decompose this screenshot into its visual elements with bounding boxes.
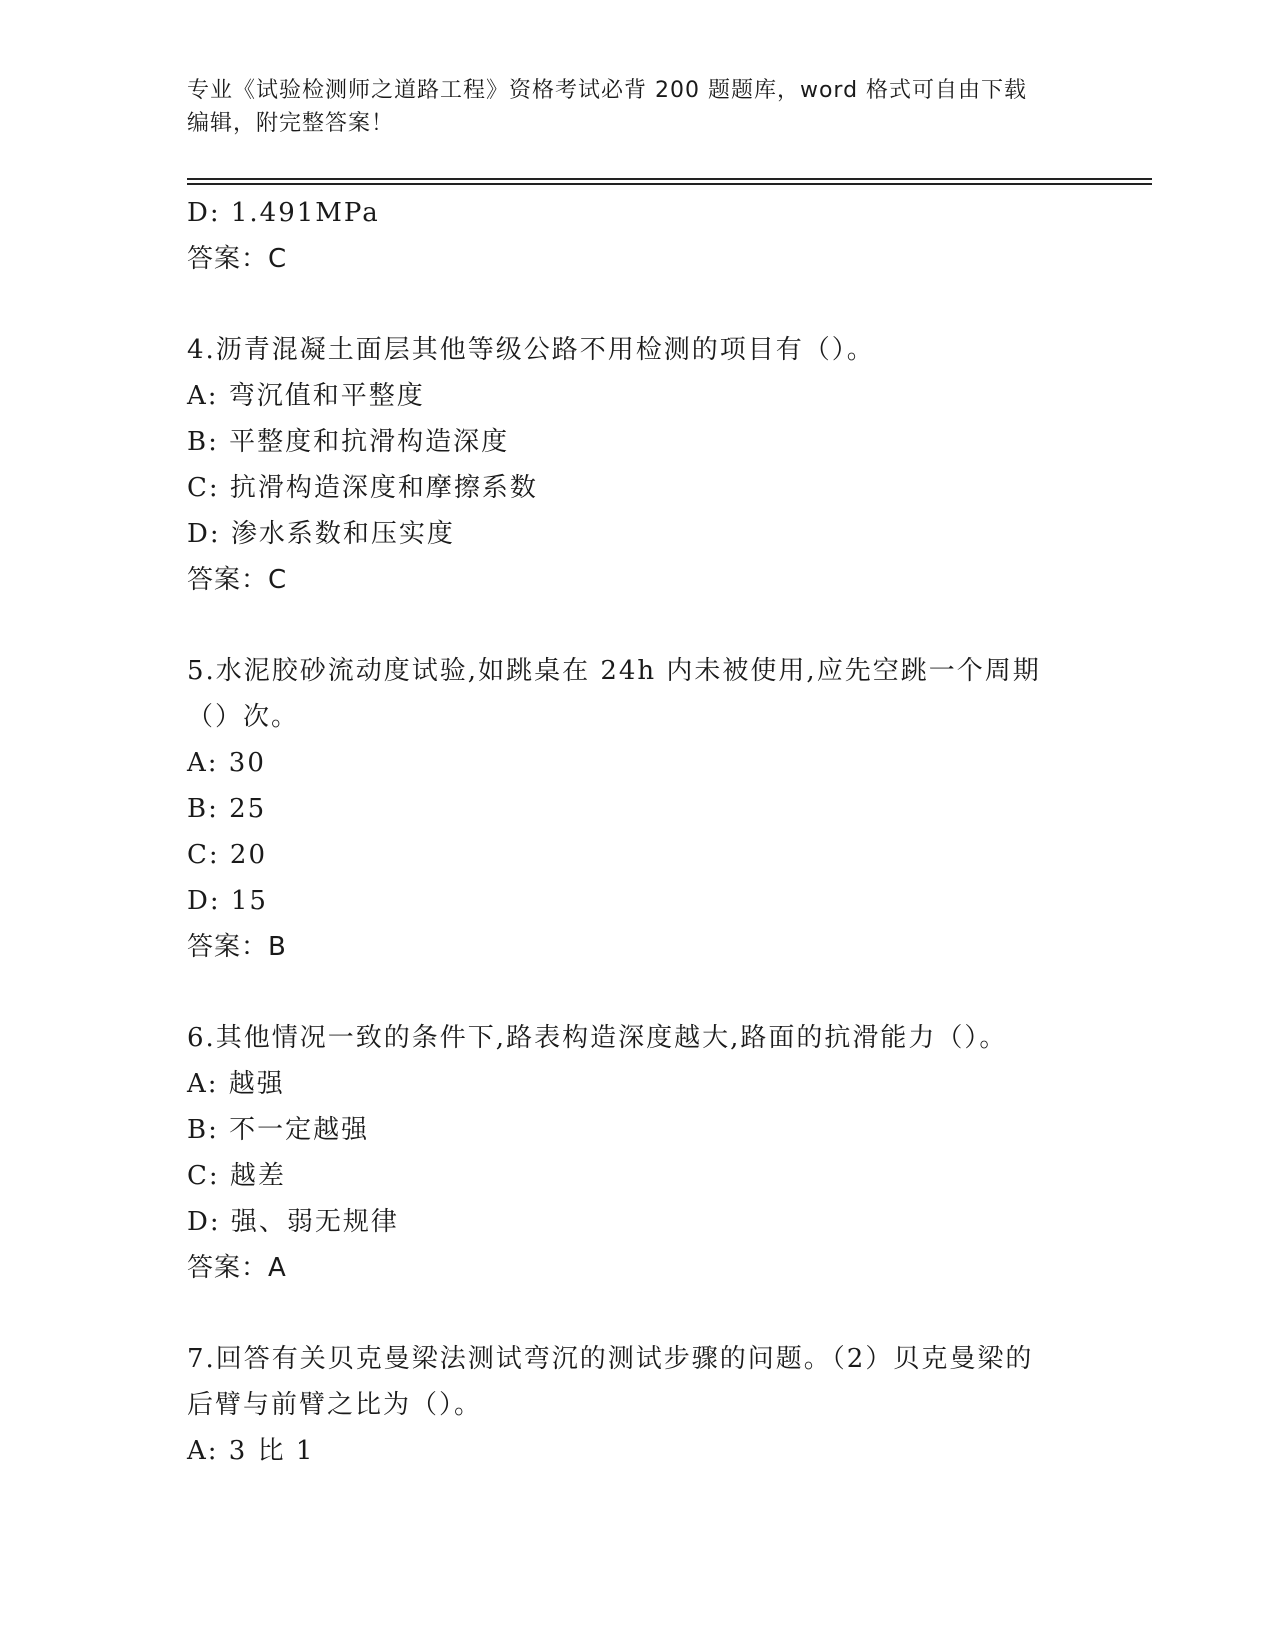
- option-a: A: 30: [187, 748, 266, 778]
- question-stem-line-1: 5.水泥胶砂流动度试验,如跳桌在 24h 内未被使用,应先空跳一个周期: [187, 656, 1041, 686]
- option-a: A: 弯沉值和平整度: [187, 381, 425, 411]
- answer-line: 答案：A: [187, 1253, 287, 1283]
- option-c: C: 越差: [187, 1161, 286, 1191]
- option-a: A: 越强: [187, 1069, 285, 1099]
- document-header: [187, 74, 1067, 140]
- header-line-1: 专业《试验检测师之道路工程》资格考试必背 200 题题库，word 格式可自由下载: [187, 78, 1028, 103]
- header-rule-bottom: [187, 183, 1152, 185]
- answer-line: 答案：C: [187, 565, 288, 595]
- question-list: [187, 190, 1087, 1474]
- answer-line: 答案：C: [187, 244, 288, 274]
- answer-line: 答案：B: [187, 932, 287, 962]
- question-stem-line-1: 7.回答有关贝克曼梁法测试弯沉的测试步骤的问题。（2）贝克曼梁的: [187, 1344, 1034, 1374]
- option-d: D: 1.491MPa: [187, 198, 380, 228]
- header-line-2: 编辑，附完整答案！: [187, 111, 395, 136]
- option-a: A: 3 比 1: [187, 1436, 315, 1466]
- question-stem-line-2: 后臂与前臂之比为（）。: [187, 1390, 483, 1420]
- header-rule-top: [187, 178, 1152, 180]
- option-d: D: 15: [187, 886, 268, 916]
- option-c: C: 20: [187, 840, 268, 870]
- option-d: D: 渗水系数和压实度: [187, 519, 455, 549]
- question-stem-line-2: （）次。: [187, 702, 300, 732]
- option-b: B: 平整度和抗滑构造深度: [187, 427, 510, 457]
- option-c: C: 抗滑构造深度和摩擦系数: [187, 473, 538, 503]
- option-b: B: 不一定越强: [187, 1115, 370, 1145]
- question-stem: 6.其他情况一致的条件下,路表构造深度越大,路面的抗滑能力（）。: [187, 1023, 1008, 1053]
- option-b: B: 25: [187, 794, 267, 824]
- question-stem: 4.沥青混凝土面层其他等级公路不用检测的项目有（）。: [187, 335, 875, 365]
- option-d: D: 强、弱无规律: [187, 1207, 399, 1237]
